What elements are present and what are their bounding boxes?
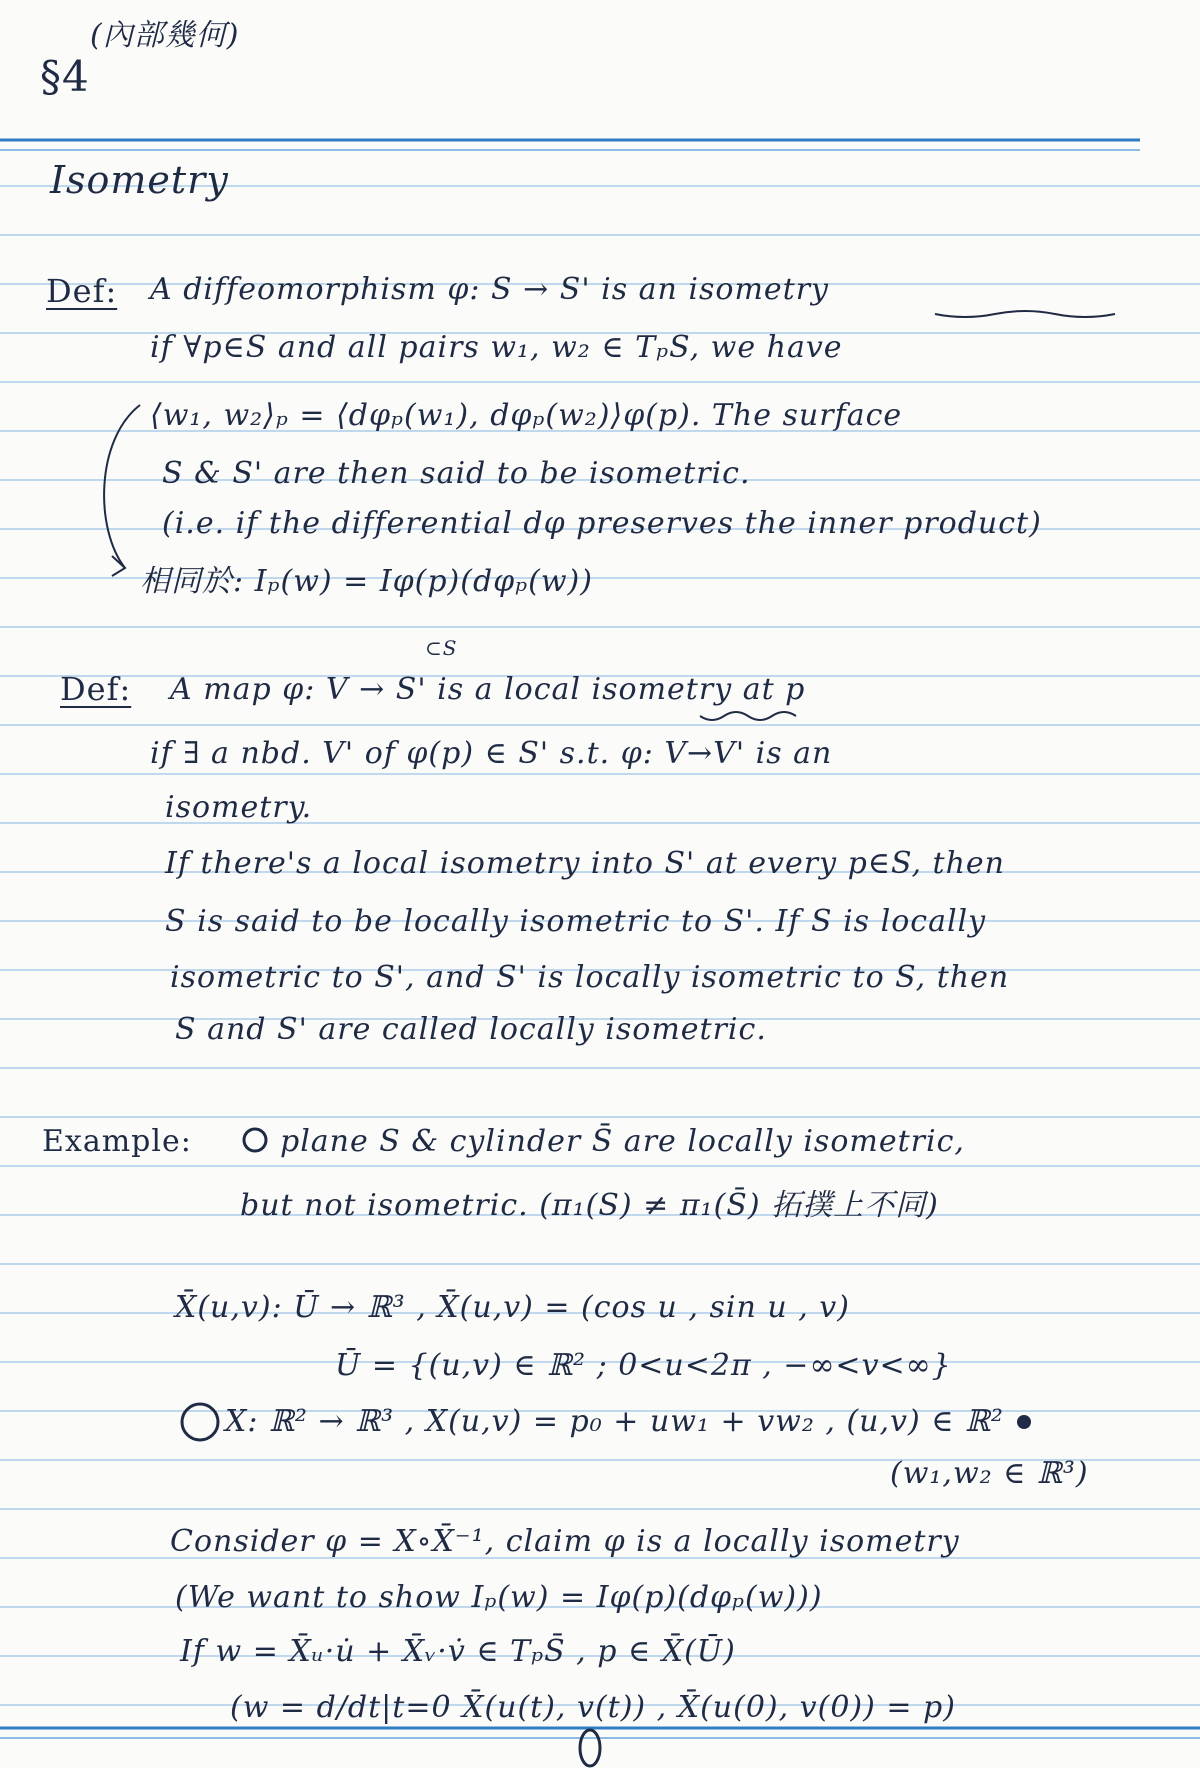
local-underline xyxy=(700,712,796,720)
param-line-1: X̄(u,v): Ū → ℝ³ , X̄(u,v) = (cos u , sin u , v) xyxy=(175,1290,850,1325)
def-local-line-5: S is said to be locally isometric to S'. If S is locally xyxy=(165,904,987,939)
isometry-underline xyxy=(935,311,1115,317)
def-local-isometry-label: Def: xyxy=(60,670,132,708)
def-isometry-line-5: (i.e. if the differential dφ preserves the inner product) xyxy=(162,506,1042,541)
argument-line-2: (We want to show Iₚ(w) = Iφ(p)(dφₚ(w))) xyxy=(175,1580,823,1615)
def-local-line-1: A map φ: V → S' is a local isometry at p xyxy=(170,672,806,707)
param-line-3: X: ℝ² → ℝ³ , X(u,v) = p₀ + uw₁ + vw₂ , (u,v) ∈ ℝ² xyxy=(225,1404,1004,1439)
def-local-line-2: if ∃ a nbd. V' of φ(p) ∈ S' s.t. φ: V→V' is an xyxy=(150,736,833,771)
example-line-2: but not isometric. (π₁(S) ≠ π₁(S̄) 拓撲上不同) xyxy=(240,1188,939,1223)
example-line-1: plane S & cylinder S̄ are locally isometric, xyxy=(280,1124,965,1159)
def-isometry-line-1: A diffeomorphism φ: S → S' is an isometry xyxy=(150,272,829,307)
param-line-2: Ū = {(u,v) ∈ ℝ² ; 0<u<2π , −∞<v<∞} xyxy=(335,1348,952,1383)
scribble-mark-4 xyxy=(580,1730,600,1766)
bracket-arrow xyxy=(104,405,140,568)
scribble-mark-2 xyxy=(182,1404,218,1440)
def-local-line-3: isometry. xyxy=(165,790,313,825)
scribble-mark-1 xyxy=(244,1129,266,1151)
def-local-line-4: If there's a local isometry into S' at every p∈S, then xyxy=(165,846,1006,881)
def-isometry-line-6: 相同於: Iₚ(w) = Iφ(p)(dφₚ(w)) xyxy=(140,564,593,599)
example-label: Example: xyxy=(42,1124,192,1159)
def-local-superscript: ⊂S xyxy=(425,636,458,660)
argument-line-1: Consider φ = X∘X̄⁻¹, claim φ is a locally isometry xyxy=(170,1524,960,1559)
section-number: §4 xyxy=(40,52,90,101)
argument-line-3: If w = X̄ᵤ·u̇ + X̄ᵥ·v̇ ∈ TₚS̄ , p ∈ X̄(Ū) xyxy=(180,1634,736,1669)
scribble-mark-3 xyxy=(1017,1415,1031,1429)
param-line-4: (w₁,w₂ ∈ ℝ³) xyxy=(890,1456,1089,1491)
page-title: Isometry xyxy=(50,158,229,202)
argument-line-4: (w = d/dt|t=0 X̄(u(t), v(t)) , X̄(u(0), v(0)) = p) xyxy=(230,1690,956,1725)
def-local-line-7: S and S' are called locally isometric. xyxy=(175,1012,767,1047)
def-isometry-line-2: if ∀p∈S and all pairs w₁, w₂ ∈ TₚS, we have xyxy=(150,330,843,365)
def-local-line-6: isometric to S', and S' is locally isometric to S, then xyxy=(170,960,1010,995)
def-isometry-line-4: S & S' are then said to be isometric. xyxy=(162,456,751,491)
def-isometry-label: Def: xyxy=(46,272,118,310)
course-note: (內部幾何) xyxy=(90,18,240,53)
def-isometry-line-3: ⟨w₁, w₂⟩ₚ = ⟨dφₚ(w₁), dφₚ(w₂)⟩φ(p). The surface xyxy=(150,398,903,433)
